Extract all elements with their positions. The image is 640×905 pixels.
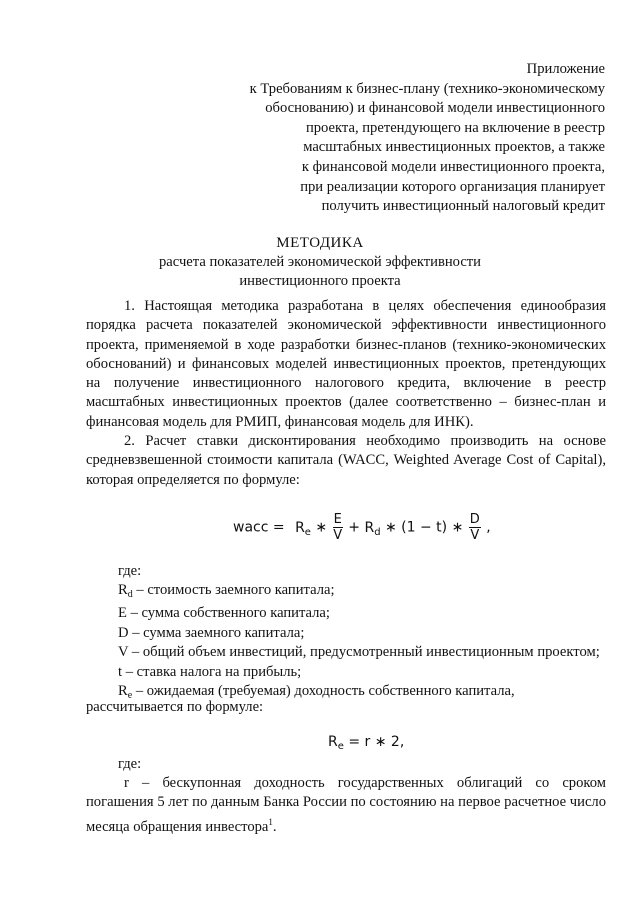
appendix-line: масштабных инвестиционных проектов, а также xyxy=(303,139,605,156)
r-definition: r – бескупонная доходность государственных облигаций со сроком погашения 5 лет по данным Банка России по состоянию на первое расчетное число месяца обращения инвестора$^1$. xyxy=(86,775,606,835)
appendix-line: проекта, претендующего на включение в реестр xyxy=(305,119,605,136)
appendix-line: при реализации которого организация планирует xyxy=(300,178,605,195)
paragraph-2: 2. Расчет ставки дисконтирования необходимо производить на основе средневзвешенной стоимости капитала (WACC, Weighted Average Cost of Capital), которая определяется по формуле: xyxy=(86,433,606,488)
operator: ∗ (1 − t) ∗ xyxy=(385,519,464,536)
definition-e: E – сумма собственного капитала; xyxy=(118,605,330,622)
fraction-denominator: V xyxy=(333,528,343,543)
operator: ∗ xyxy=(315,519,328,536)
re-formula: $R_e = r$ ∗ 2, xyxy=(328,734,405,752)
fraction-denominator: V xyxy=(470,528,480,543)
document-subtitle xyxy=(0,253,640,291)
appendix-line: обоснованию) и финансовой модели инвестиционного xyxy=(265,100,605,117)
fraction-numerator: D xyxy=(469,512,480,527)
d-over-v-fraction xyxy=(469,512,481,543)
fraction-numerator: E xyxy=(333,512,342,527)
subtitle-line-1: расчета показателей экономической эффективности xyxy=(159,254,481,270)
appendix-header xyxy=(165,60,605,217)
subtitle-line-2: инвестиционного проекта xyxy=(239,273,401,289)
definition-d: D – сумма заемного капитала; xyxy=(118,624,305,641)
plus-sign: + xyxy=(348,519,360,536)
e-over-v-fraction xyxy=(333,512,343,543)
appendix-line: к Требованиям к бизнес-плану (технико-экономическому xyxy=(249,80,605,97)
rd-symbol: $R_d$ xyxy=(364,519,381,538)
where-label-1: где: xyxy=(118,563,142,579)
appendix-line: Приложение xyxy=(526,61,605,77)
definition-rd: $R_d$ – стоимость заемного капитала; xyxy=(118,582,335,600)
where-label-2: где: xyxy=(118,756,142,772)
paragraph-1: 1. Настоящая методика разработана в целях обеспечения единообразия порядка расчета показателей экономической эффективности инвестиционного проекта, применяемой в ходе разработки бизнес-планов (технико-экономических обоснований) и финансовых моделей инвестиционных проектов, претендующих на получение инвестиционного налогового кредита, включение в реестр масштабных инвестиционных проектов (далее соответственно – бизнес-план и финансовая модель для РМИП, финансовая модель для ИНК). xyxy=(86,298,606,430)
footnote-reference: 1 xyxy=(268,816,273,827)
definition-re: $R_e$ – ожидаемая (требуемая) доходность собственного капитала, xyxy=(118,683,515,702)
wacc-formula xyxy=(233,512,491,543)
document-title: МЕТОДИКА xyxy=(276,235,364,251)
definition-t: t – ставка налога на прибыль; xyxy=(118,663,302,680)
variable-definitions xyxy=(118,581,606,705)
formula-comma: , xyxy=(486,519,491,536)
appendix-line: получить инвестиционный налоговый кредит xyxy=(321,198,605,215)
appendix-line: к финансовой модели инвестиционного проекта, xyxy=(301,158,605,175)
definition-v: V – общий объем инвестиций, предусмотренный инвестиционным проектом; xyxy=(118,644,600,661)
re-symbol: $R_e$ xyxy=(295,519,311,538)
formula-lhs: wacc = xyxy=(233,519,285,536)
re-calc-label: рассчитывается по формуле: xyxy=(86,699,264,715)
